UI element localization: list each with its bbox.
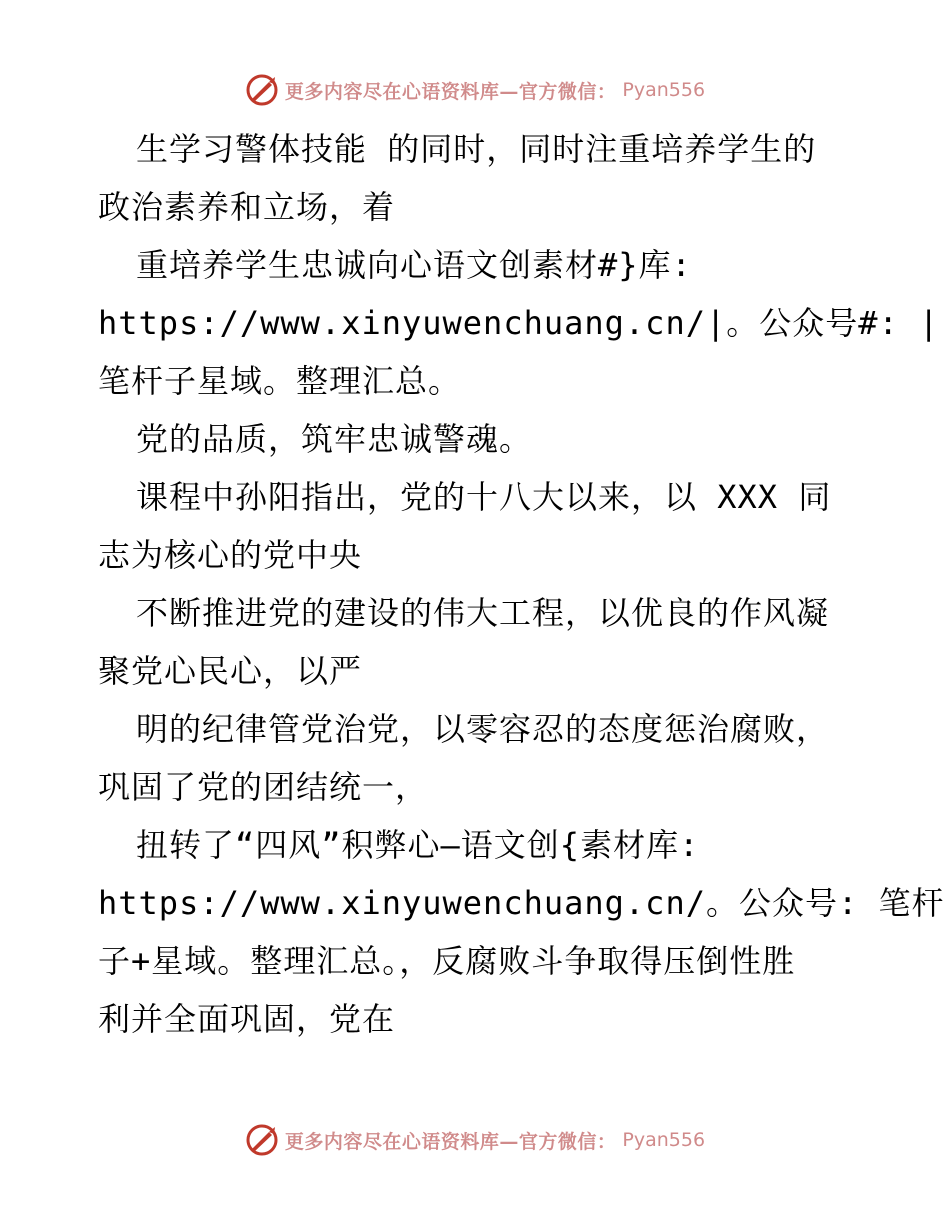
text-line: 生学习警体技能 的同时，同时注重培养学生的	[136, 130, 817, 168]
text-line: 笔杆子星域。整理汇总。	[98, 362, 462, 400]
text-line: 政治素养和立场，着	[98, 188, 396, 226]
text-line: 志为核心的党中央	[98, 536, 363, 574]
text-line: https://www.xinyuwenchuang.cn/。公众号: 笔杆	[98, 884, 945, 922]
text-line: 明的纪律管党治党，以零容忍的态度惩治腐败，	[136, 710, 830, 748]
quill-pen-circle-icon	[245, 1123, 279, 1157]
text-line: 扭转了“四风”积弊心—语文创{素材库:	[136, 826, 700, 864]
header-banner	[0, 70, 950, 110]
text-line: 利并全面巩固，党在	[98, 1000, 396, 1038]
text-line: https://www.xinyuwenchuang.cn/|。公众号#: |	[98, 304, 940, 342]
footer-banner-content	[245, 1123, 705, 1157]
footer-banner	[0, 1120, 950, 1160]
text-line: 聚党心民心，以严	[98, 652, 363, 690]
text-line: 党的品质，筑牢忠诚警魂。	[136, 420, 533, 458]
text-line: 重培养学生忠诚向心语文创素材#}库:	[136, 246, 692, 284]
text-line: 课程中孙阳指出，党的十八大以来，以 XXX 同	[136, 478, 832, 516]
text-line: 子+星域。整理汇总。，反腐败斗争取得压倒性胜	[98, 942, 796, 980]
banner-text: 更多内容尽在心语资料库—官方微信：	[284, 1130, 617, 1153]
document-body	[98, 120, 945, 1048]
header-banner-content	[245, 73, 705, 107]
text-line: 巩固了党的团结统一，	[98, 768, 429, 806]
quill-pen-circle-icon	[245, 73, 279, 107]
banner-text: 更多内容尽在心语资料库—官方微信：	[284, 80, 617, 103]
banner-wechat-id: Pyan556	[622, 1129, 706, 1151]
text-line: 不断推进党的建设的伟大工程，以优良的作风凝	[136, 594, 830, 632]
banner-wechat-id: Pyan556	[622, 79, 706, 101]
